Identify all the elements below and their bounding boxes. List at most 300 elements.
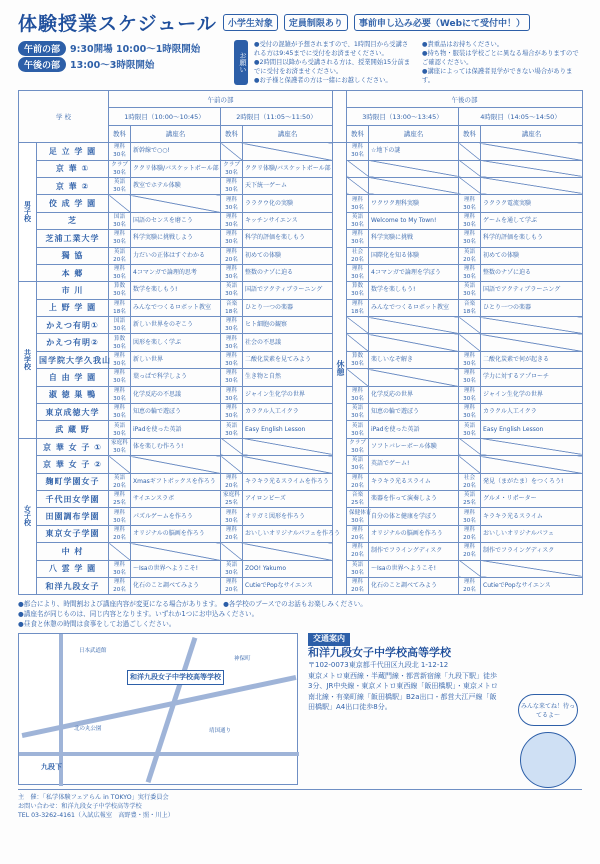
capacity-text: 30名 bbox=[351, 221, 364, 228]
cell-subject bbox=[459, 143, 481, 160]
table-row bbox=[19, 473, 583, 490]
table-row bbox=[19, 404, 583, 421]
cell-subject bbox=[459, 490, 481, 507]
cell-subject bbox=[459, 195, 481, 212]
capacity-text: 30名 bbox=[225, 569, 238, 576]
cell-lecture: アイロンビーズ bbox=[243, 490, 333, 507]
capacity-text: 30名 bbox=[113, 361, 126, 368]
cell-lecture bbox=[481, 160, 583, 177]
table-row bbox=[19, 456, 583, 473]
road-line bbox=[19, 752, 299, 756]
cell-subject bbox=[221, 351, 243, 368]
subject-text: 理科 bbox=[463, 213, 476, 220]
subject-text: 英語 bbox=[113, 422, 126, 429]
access-map bbox=[18, 633, 298, 785]
header-lecture: 講座名 bbox=[243, 125, 333, 142]
capacity-text: 30名 bbox=[113, 448, 126, 454]
subject-text: 理科 bbox=[113, 300, 126, 307]
subject-text: 音楽 bbox=[225, 300, 238, 307]
cell-lecture: ZOO! Yakumo bbox=[243, 560, 333, 577]
access-school-name: 和洋九段女子中学校高等学校 bbox=[308, 645, 451, 659]
cell-subject bbox=[221, 421, 243, 438]
cell-subject bbox=[221, 230, 243, 247]
capacity-text: 30名 bbox=[113, 221, 126, 228]
school-name: 中 村 bbox=[37, 543, 109, 560]
header-lecture: 講座名 bbox=[481, 125, 583, 142]
capacity-text: 30名 bbox=[351, 361, 364, 368]
school-name: 上 野 学 園 bbox=[37, 299, 109, 316]
cell-lecture bbox=[131, 456, 221, 473]
capacity-text: 20名 bbox=[113, 587, 126, 594]
cell-subject bbox=[347, 195, 369, 212]
cell-subject bbox=[221, 456, 243, 473]
cell-lecture: パズルゲームを作ろう bbox=[131, 508, 221, 525]
cell-lecture: 新しい世界 bbox=[131, 351, 221, 368]
cell-subject bbox=[221, 386, 243, 403]
subject-text: 英語 bbox=[351, 457, 364, 464]
cell-subject bbox=[109, 473, 131, 490]
cell-lecture: Easy English Lesson bbox=[243, 421, 333, 438]
school-name: 東京成徳大学 bbox=[37, 404, 109, 421]
cell-lecture: ジャイン生化学の世界 bbox=[243, 386, 333, 403]
cell-lecture: Welcome to My Town! bbox=[369, 212, 459, 229]
cell-subject bbox=[109, 195, 131, 212]
cell-subject bbox=[347, 421, 369, 438]
cell-lecture: 発見（まがたま）をつくろう! bbox=[481, 473, 583, 490]
cell-lecture: 国語でアクティブラーニング bbox=[481, 282, 583, 299]
cell-lecture: 自分の体と健康を学ぼう bbox=[369, 508, 459, 525]
cell-subject bbox=[459, 456, 481, 473]
cell-subject bbox=[221, 404, 243, 421]
group-label-text: 女子校 bbox=[23, 505, 32, 527]
cell-lecture: 制作でフライングディスク bbox=[369, 543, 459, 560]
cell-lecture bbox=[369, 334, 459, 351]
capacity-text: 30名 bbox=[225, 169, 238, 176]
session-afternoon bbox=[18, 56, 228, 72]
cell-subject bbox=[459, 560, 481, 577]
cell-subject bbox=[109, 543, 131, 560]
capacity-text: 20名 bbox=[351, 552, 364, 559]
cell-subject bbox=[459, 334, 481, 351]
school-name: 佼 成 学 園 bbox=[37, 195, 109, 212]
cell-subject bbox=[347, 264, 369, 281]
subject-text: 理科 bbox=[113, 561, 126, 568]
subject-text: 英語 bbox=[113, 474, 126, 481]
subject-text: 理科 bbox=[225, 474, 238, 481]
capacity-text: 18名 bbox=[113, 308, 126, 315]
school-name: 自 由 学 園 bbox=[37, 369, 109, 386]
subject-text: 英語 bbox=[351, 422, 364, 429]
subject-text: 理科 bbox=[351, 266, 364, 273]
cell-lecture: 天下統一ゲーム bbox=[243, 177, 333, 194]
subject-text: 理科 bbox=[225, 370, 238, 377]
cell-lecture: キラキラ光るスライムを作ろう bbox=[243, 473, 333, 490]
cell-subject bbox=[221, 525, 243, 542]
cell-subject bbox=[347, 490, 369, 507]
cell-subject bbox=[109, 351, 131, 368]
tag-capacity: 定員制限あり bbox=[284, 14, 348, 31]
notice-item: ●受付の混雑が予想されますので、1時間目から受講される方は9:45までに受付をお済ませください。 bbox=[254, 41, 409, 57]
cell-subject bbox=[109, 177, 131, 194]
cell-subject bbox=[347, 438, 369, 455]
capacity-text: 30名 bbox=[463, 291, 476, 298]
cell-subject bbox=[109, 456, 131, 473]
cell-lecture: キッチンサイエンス bbox=[243, 212, 333, 229]
cell-lecture: 新幹線で○○! bbox=[131, 143, 221, 160]
cell-lecture: 図形を楽しく学ぶ bbox=[131, 334, 221, 351]
subject-text: 理科 bbox=[351, 579, 364, 586]
cell-subject bbox=[221, 299, 243, 316]
capacity-text: 30名 bbox=[463, 361, 476, 368]
capacity-text: 30名 bbox=[113, 187, 126, 194]
cell-subject bbox=[459, 230, 481, 247]
subject-text: 理科 bbox=[225, 387, 238, 394]
subject-text: 理科 bbox=[225, 509, 238, 516]
capacity-text: 30名 bbox=[113, 378, 126, 385]
session-morning bbox=[18, 40, 228, 56]
rest-label: 休憩 bbox=[336, 359, 346, 376]
subject-text: 理科 bbox=[463, 196, 476, 203]
capacity-text: 30名 bbox=[225, 343, 238, 350]
subject-text: 英語 bbox=[113, 179, 126, 186]
capacity-text: 30名 bbox=[463, 395, 476, 402]
cell-lecture bbox=[481, 143, 583, 160]
cell-lecture: 教室でホテル体験 bbox=[131, 177, 221, 194]
table-row bbox=[19, 317, 583, 334]
school-name: 淑 徳 巣 鴨 bbox=[37, 386, 109, 403]
cell-lecture: 体を楽しむ作ろう! bbox=[131, 438, 221, 455]
cell-subject bbox=[221, 160, 243, 177]
table-row bbox=[19, 421, 583, 438]
capacity-text: 20名 bbox=[351, 534, 364, 541]
notice-item: ●貴重品はお持ちください。 bbox=[422, 41, 504, 48]
table-row bbox=[19, 247, 583, 264]
access-heading: 交通案内 bbox=[308, 633, 350, 646]
capacity-text: 20名 bbox=[225, 534, 238, 541]
table-row bbox=[19, 160, 583, 177]
cell-subject bbox=[221, 334, 243, 351]
subject-text: 英語 bbox=[225, 422, 238, 429]
cell-lecture: キラキラ光るスライム bbox=[481, 508, 583, 525]
cell-lecture: 数学を楽しもう! bbox=[131, 282, 221, 299]
subject-text: 理科 bbox=[225, 335, 238, 342]
school-name: 足 立 学 園 bbox=[37, 143, 109, 160]
subject-text: 理科 bbox=[113, 526, 126, 533]
table-row bbox=[19, 560, 583, 577]
cell-subject bbox=[459, 317, 481, 334]
capacity-text: 20名 bbox=[113, 256, 126, 263]
subject-text: 理科 bbox=[463, 579, 476, 586]
cell-subject bbox=[109, 247, 131, 264]
cell-subject bbox=[109, 230, 131, 247]
cell-subject bbox=[109, 282, 131, 299]
cell-lecture: おいしいオリジナルパフェを作ろう bbox=[243, 525, 333, 542]
capacity-text: 25名 bbox=[225, 500, 238, 507]
school-name: 本 郷 bbox=[37, 264, 109, 281]
subject-text: 理科 bbox=[351, 144, 364, 151]
speech-bubble: みんな来てね！待ってるよ～ bbox=[518, 694, 578, 726]
cell-subject bbox=[221, 317, 243, 334]
subject-text: 理科 bbox=[351, 300, 364, 307]
cell-subject bbox=[459, 438, 481, 455]
cell-lecture bbox=[481, 317, 583, 334]
cell-subject bbox=[221, 438, 243, 455]
school-name: 芝 bbox=[37, 212, 109, 229]
cell-lecture: ククリ体験/バスケットボール部 bbox=[131, 160, 221, 177]
cell-subject bbox=[221, 473, 243, 490]
subject-text: 理科 bbox=[463, 544, 476, 551]
session-afternoon-label: 午後の部 bbox=[18, 57, 66, 72]
cell-subject bbox=[347, 282, 369, 299]
table-row bbox=[19, 438, 583, 455]
school-name: 麹町学園女子 bbox=[37, 473, 109, 490]
capacity-text: 30名 bbox=[113, 239, 126, 246]
school-name: 獨 協 bbox=[37, 247, 109, 264]
capacity-text: 30名 bbox=[225, 413, 238, 420]
subject-text: クラブ bbox=[349, 440, 366, 446]
cell-lecture: オリジナルの脳画を作ろう bbox=[369, 525, 459, 542]
subject-text: 理科 bbox=[225, 405, 238, 412]
capacity-text: 20名 bbox=[351, 256, 364, 263]
subject-text: 理科 bbox=[113, 231, 126, 238]
capacity-text: 30名 bbox=[225, 291, 238, 298]
cell-lecture: 知恵の輪で遊ぼう bbox=[131, 404, 221, 421]
capacity-text: 30名 bbox=[463, 239, 476, 246]
subject-text: 家庭科 bbox=[111, 440, 128, 446]
map-label: 日本武道館 bbox=[79, 648, 107, 655]
capacity-text: 25名 bbox=[351, 500, 364, 507]
capacity-text: 30名 bbox=[463, 378, 476, 385]
header-subject: 教科 bbox=[109, 125, 131, 142]
cell-subject bbox=[109, 212, 131, 229]
cell-subject bbox=[459, 508, 481, 525]
cell-subject bbox=[347, 508, 372, 525]
cell-subject bbox=[109, 143, 131, 160]
capacity-text: 30名 bbox=[463, 413, 476, 420]
school-name: 京 華 女 子 ② bbox=[37, 456, 109, 473]
footnote-item: ●昼食と休憩の時間は食事をしてお過ごしください。 bbox=[18, 620, 176, 629]
subject-text: 理科 bbox=[463, 370, 476, 377]
cell-lecture bbox=[243, 438, 333, 455]
capacity-text: 30名 bbox=[351, 204, 364, 211]
capacity-text: 30名 bbox=[225, 221, 238, 228]
cell-subject bbox=[459, 404, 481, 421]
cell-lecture: 二酸化炭素を見てみよう bbox=[243, 351, 333, 368]
cell-subject bbox=[459, 386, 481, 403]
cell-lecture: 科学的評価を楽しもう bbox=[481, 230, 583, 247]
header-school: 学 校 bbox=[19, 91, 109, 143]
notice-item: ●お子様と保護者の方は一緒にお越しください。 bbox=[254, 77, 392, 84]
cell-lecture: ジャイン生化学の世界 bbox=[481, 386, 583, 403]
map-label: 北の丸公園 bbox=[74, 726, 102, 733]
map-label: 靖国通り bbox=[209, 728, 232, 735]
cell-subject bbox=[109, 438, 131, 455]
page-title: 体験授業スケジュール bbox=[18, 12, 217, 35]
capacity-text: 30名 bbox=[225, 187, 238, 194]
cell-subject bbox=[347, 317, 369, 334]
table-row bbox=[19, 508, 583, 525]
notices bbox=[254, 40, 582, 85]
subject-text: クラブ bbox=[111, 161, 128, 168]
capacity-text: 30名 bbox=[225, 204, 238, 211]
cell-lecture: 楽しいなぞ解き bbox=[369, 351, 459, 368]
cell-subject bbox=[347, 247, 369, 264]
capacity-text: 30名 bbox=[463, 221, 476, 228]
cell-lecture: 国際化を知る体験 bbox=[369, 247, 459, 264]
header-am: 午前の部 bbox=[109, 91, 333, 108]
school-name: かえつ有明① bbox=[37, 317, 109, 334]
table-row bbox=[19, 334, 583, 351]
subject-text: 理科 bbox=[113, 266, 126, 273]
cell-subject bbox=[221, 282, 243, 299]
school-name: 京 華 女 子 ① bbox=[37, 438, 109, 455]
subject-text: 理科 bbox=[351, 544, 364, 551]
cell-subject bbox=[347, 143, 369, 160]
cell-lecture: 国語のセンスを磨こう bbox=[131, 212, 221, 229]
subject-text: 理科 bbox=[463, 387, 476, 394]
cell-subject bbox=[109, 334, 131, 351]
school-name: 京 華 ① bbox=[37, 160, 109, 177]
cell-lecture: ☆地下の謎 bbox=[369, 143, 459, 160]
header-subject: 教科 bbox=[347, 125, 369, 142]
cell-lecture: ララクウ化の実験 bbox=[243, 195, 333, 212]
footnote-item: ●講座名が同じものは、同じ内容となります。いずれか1つにお申込みください。 bbox=[18, 610, 259, 619]
cell-lecture: サイエンスラボ bbox=[131, 490, 221, 507]
school-name: 武 蔵 野 bbox=[37, 421, 109, 438]
cell-subject bbox=[347, 351, 369, 368]
capacity-text: 30名 bbox=[225, 326, 238, 333]
cell-subject bbox=[347, 369, 369, 386]
cell-subject bbox=[221, 577, 243, 594]
subject-text: 家庭科 bbox=[223, 492, 240, 499]
cell-lecture: CutieでPopなサイエンス bbox=[243, 577, 333, 594]
cell-lecture bbox=[481, 177, 583, 194]
school-name: 千代田女学園 bbox=[37, 490, 109, 507]
table-row bbox=[19, 386, 583, 403]
capacity-text: 18名 bbox=[225, 308, 238, 315]
cell-lecture: ククリ体験/バスケットボール部 bbox=[243, 160, 333, 177]
capacity-text: 18名 bbox=[351, 308, 364, 315]
capacity-text: 20名 bbox=[463, 256, 476, 263]
subject-text: 理科 bbox=[463, 509, 476, 516]
cell-subject bbox=[347, 577, 369, 594]
capacity-text: 20名 bbox=[351, 587, 364, 594]
subject-text: 保健体育 bbox=[349, 509, 372, 516]
cell-lecture: Xmasギフトボックスを作ろう bbox=[131, 473, 221, 490]
subject-text: 算数 bbox=[351, 283, 364, 290]
subject-text: 理科 bbox=[351, 474, 364, 481]
header-lecture: 講座名 bbox=[369, 125, 459, 142]
cell-lecture bbox=[481, 560, 583, 577]
capacity-text: 30名 bbox=[113, 326, 126, 333]
capacity-text: 30名 bbox=[351, 395, 364, 402]
school-name: 国学院大学久我山 bbox=[37, 351, 109, 368]
cell-lecture: ワクワク理科実験 bbox=[369, 195, 459, 212]
cell-lecture bbox=[243, 543, 333, 560]
cell-lecture: 整数のナゾに迫る bbox=[243, 264, 333, 281]
capacity-text: 30名 bbox=[463, 517, 476, 524]
cell-subject bbox=[221, 264, 243, 281]
subject-text: 理科 bbox=[113, 405, 126, 412]
footnote-item: ●都合により、時間割および講座内容が変更になる場合があります。 ●各学校のブースでのお話もお楽しみください。 bbox=[18, 600, 367, 609]
capacity-text: 30名 bbox=[463, 274, 476, 281]
cell-subject bbox=[347, 230, 369, 247]
cell-lecture: 科学的評価を楽しもう bbox=[243, 230, 333, 247]
subject-text: 理科 bbox=[225, 179, 238, 186]
group-label bbox=[19, 282, 37, 439]
cell-lecture: CutieでPopなサイエンス bbox=[481, 577, 583, 594]
capacity-text: 30名 bbox=[113, 152, 126, 159]
map-school-marker: 和洋九段女子中学校高等学校 bbox=[127, 670, 224, 685]
subject-text: 理科 bbox=[351, 196, 364, 203]
capacity-text: 30名 bbox=[351, 239, 364, 246]
cell-subject bbox=[109, 404, 131, 421]
session-info bbox=[18, 40, 582, 85]
cell-lecture: 科学実験に挑戦 bbox=[369, 230, 459, 247]
capacity-text: 20名 bbox=[113, 482, 126, 489]
cell-lecture bbox=[369, 160, 459, 177]
header-period-1: 1時限目（10:00〜10:45） bbox=[109, 108, 221, 125]
cell-subject bbox=[347, 543, 369, 560]
cell-lecture: 整数のナゾに迫る bbox=[481, 264, 583, 281]
cell-lecture: 英語でゲーム! bbox=[369, 456, 459, 473]
subject-text: 理科 bbox=[113, 492, 126, 499]
cell-subject bbox=[347, 473, 369, 490]
header-subject: 教科 bbox=[459, 125, 481, 142]
capacity-text: 30名 bbox=[225, 361, 238, 368]
subject-text: 理科 bbox=[225, 526, 238, 533]
school-name: かえつ有明② bbox=[37, 334, 109, 351]
cell-subject bbox=[221, 143, 243, 160]
cell-lecture: 二酸化炭素で何が起きる bbox=[481, 351, 583, 368]
cell-subject bbox=[459, 282, 481, 299]
footnotes bbox=[18, 599, 582, 629]
cell-lecture: Easy English Lesson bbox=[481, 421, 583, 438]
cell-subject bbox=[109, 508, 131, 525]
subject-text: 理科 bbox=[113, 370, 126, 377]
capacity-text: 30名 bbox=[225, 517, 238, 524]
capacity-text: 30名 bbox=[351, 430, 364, 437]
cell-subject bbox=[459, 473, 481, 490]
sponsor-line: TEL 03-3262-4161（入試広報室 高野豊・照・川上） bbox=[18, 812, 174, 820]
cell-subject bbox=[221, 508, 243, 525]
subject-text: 算数 bbox=[113, 335, 126, 342]
character-illustration bbox=[520, 732, 576, 788]
capacity-text: 30名 bbox=[225, 378, 238, 385]
cell-subject bbox=[109, 317, 131, 334]
capacity-text: 20名 bbox=[463, 534, 476, 541]
capacity-text: 18名 bbox=[463, 308, 476, 315]
cell-lecture: 化石のこと調べてみよう bbox=[369, 577, 459, 594]
cell-lecture bbox=[131, 543, 221, 560]
cell-lecture: 数学を楽しもう! bbox=[369, 282, 459, 299]
subject-text: 理科 bbox=[463, 405, 476, 412]
cell-lecture bbox=[481, 438, 583, 455]
subject-text: 理科 bbox=[225, 213, 238, 220]
cell-subject bbox=[109, 490, 131, 507]
subject-text: 理科 bbox=[113, 509, 126, 516]
subject-text: 理科 bbox=[225, 318, 238, 325]
table-row bbox=[19, 230, 583, 247]
cell-lecture: オリジナルの脳画を作ろう bbox=[131, 525, 221, 542]
school-name: 和洋九段女子 bbox=[37, 577, 109, 594]
header-period-2: 2時限目（11:05〜11:50） bbox=[221, 108, 333, 125]
capacity-text: 30名 bbox=[113, 413, 126, 420]
subject-text: 英語 bbox=[463, 422, 476, 429]
cell-lecture: ～Isaの世界へようこそ! bbox=[131, 560, 221, 577]
tag-elementary: 小学生対象 bbox=[223, 14, 278, 31]
capacity-text: 20名 bbox=[351, 482, 364, 489]
